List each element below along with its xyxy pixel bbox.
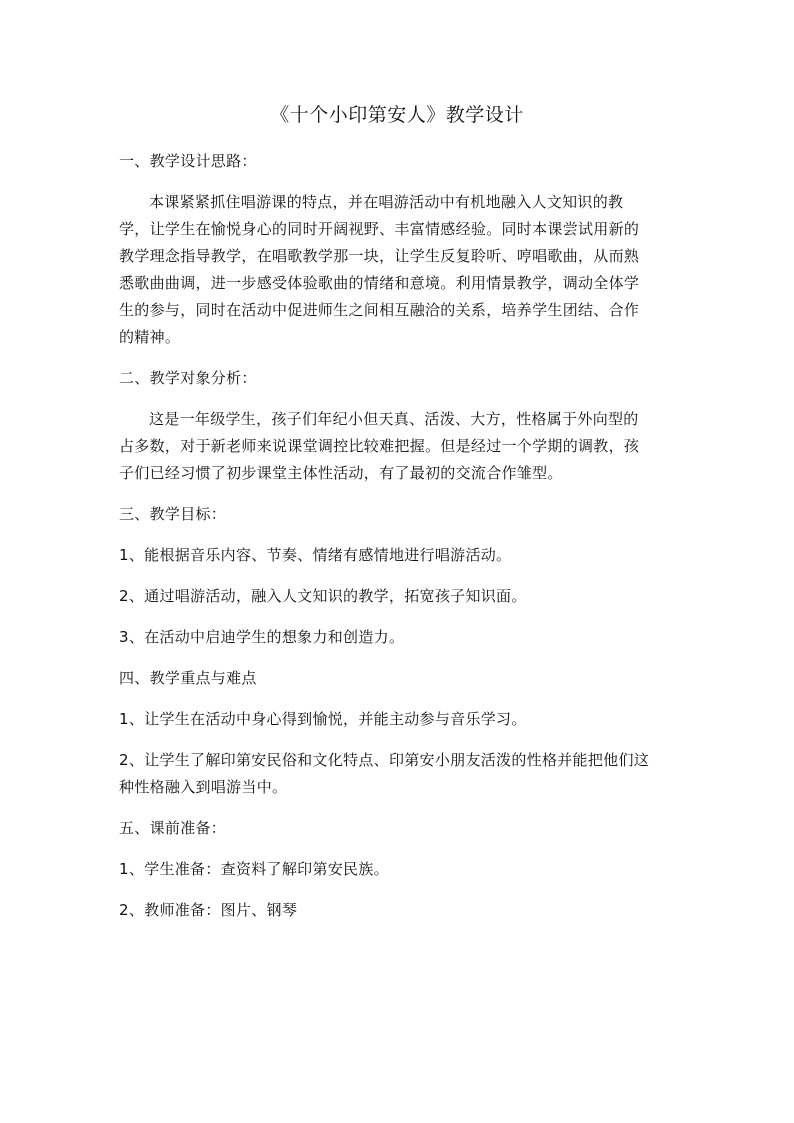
section-heading-5: 五、课前准备： — [119, 819, 227, 837]
section-heading-3: 三、教学目标： — [119, 505, 227, 523]
paragraph-line: 学，让学生在愉悦身心的同时开阔视野、丰富情感经验。同时本课尝试用新的 — [119, 220, 640, 238]
paragraph-line: 本课紧紧抓住唱游课的特点，并在唱游活动中有机地融入人文知识的教 — [149, 193, 624, 211]
list-item: 1、学生准备：查资料了解印第安民族。 — [119, 860, 389, 878]
paragraph-line: 的精神。 — [119, 328, 181, 346]
section-heading-4: 四、教学重点与难点 — [119, 669, 257, 687]
paragraph-line: 占多数，对于新老师来说课堂调控比较难把握。但是经过一个学期的调教，孩 — [119, 437, 640, 455]
paragraph-line: 生的参与，同时在活动中促进师生之间相互融洽的关系，培养学生团结、合作 — [119, 301, 640, 319]
paragraph-line: 悉歌曲曲调，进一步感受体验歌曲的情绪和意境。利用情景教学，调动全体学 — [119, 274, 640, 292]
list-item: 1、让学生在活动中身心得到愉悦，并能主动参与音乐学习。 — [119, 710, 527, 728]
list-item: 2、教师准备：图片、钢琴 — [119, 901, 298, 919]
document-title: 《十个小印第安人》教学设计 — [270, 104, 524, 126]
list-item: 2、让学生了解印第安民俗和文化特点、印第安小朋友活泼的性格并能把他们这 — [119, 751, 650, 769]
paragraph-line: 子们已经习惯了初步课堂主体性活动，有了最初的交流合作雏型。 — [119, 464, 563, 482]
paragraph-line: 这是一年级学生，孩子们年纪小但天真、活泼、大方，性格属于外向型的 — [149, 410, 639, 428]
list-item-continuation: 种性格融入到唱游当中。 — [119, 778, 288, 796]
list-item: 2、通过唱游活动，融入人文知识的教学，拓宽孩子知识面。 — [119, 587, 527, 605]
list-item: 3、在活动中启迪学生的想象力和创造力。 — [119, 628, 405, 646]
document-body — [119, 148, 679, 924]
section-heading-2: 二、教学对象分析： — [119, 369, 257, 387]
section-heading-1: 一、教学设计思路： — [119, 152, 257, 170]
list-item: 1、能根据音乐内容、节奏、情绪有感情地进行唱游活动。 — [119, 546, 512, 564]
paragraph-line: 教学理念指导教学，在唱歌教学那一块，让学生反复聆听、哼唱歌曲，从而熟 — [119, 247, 640, 265]
